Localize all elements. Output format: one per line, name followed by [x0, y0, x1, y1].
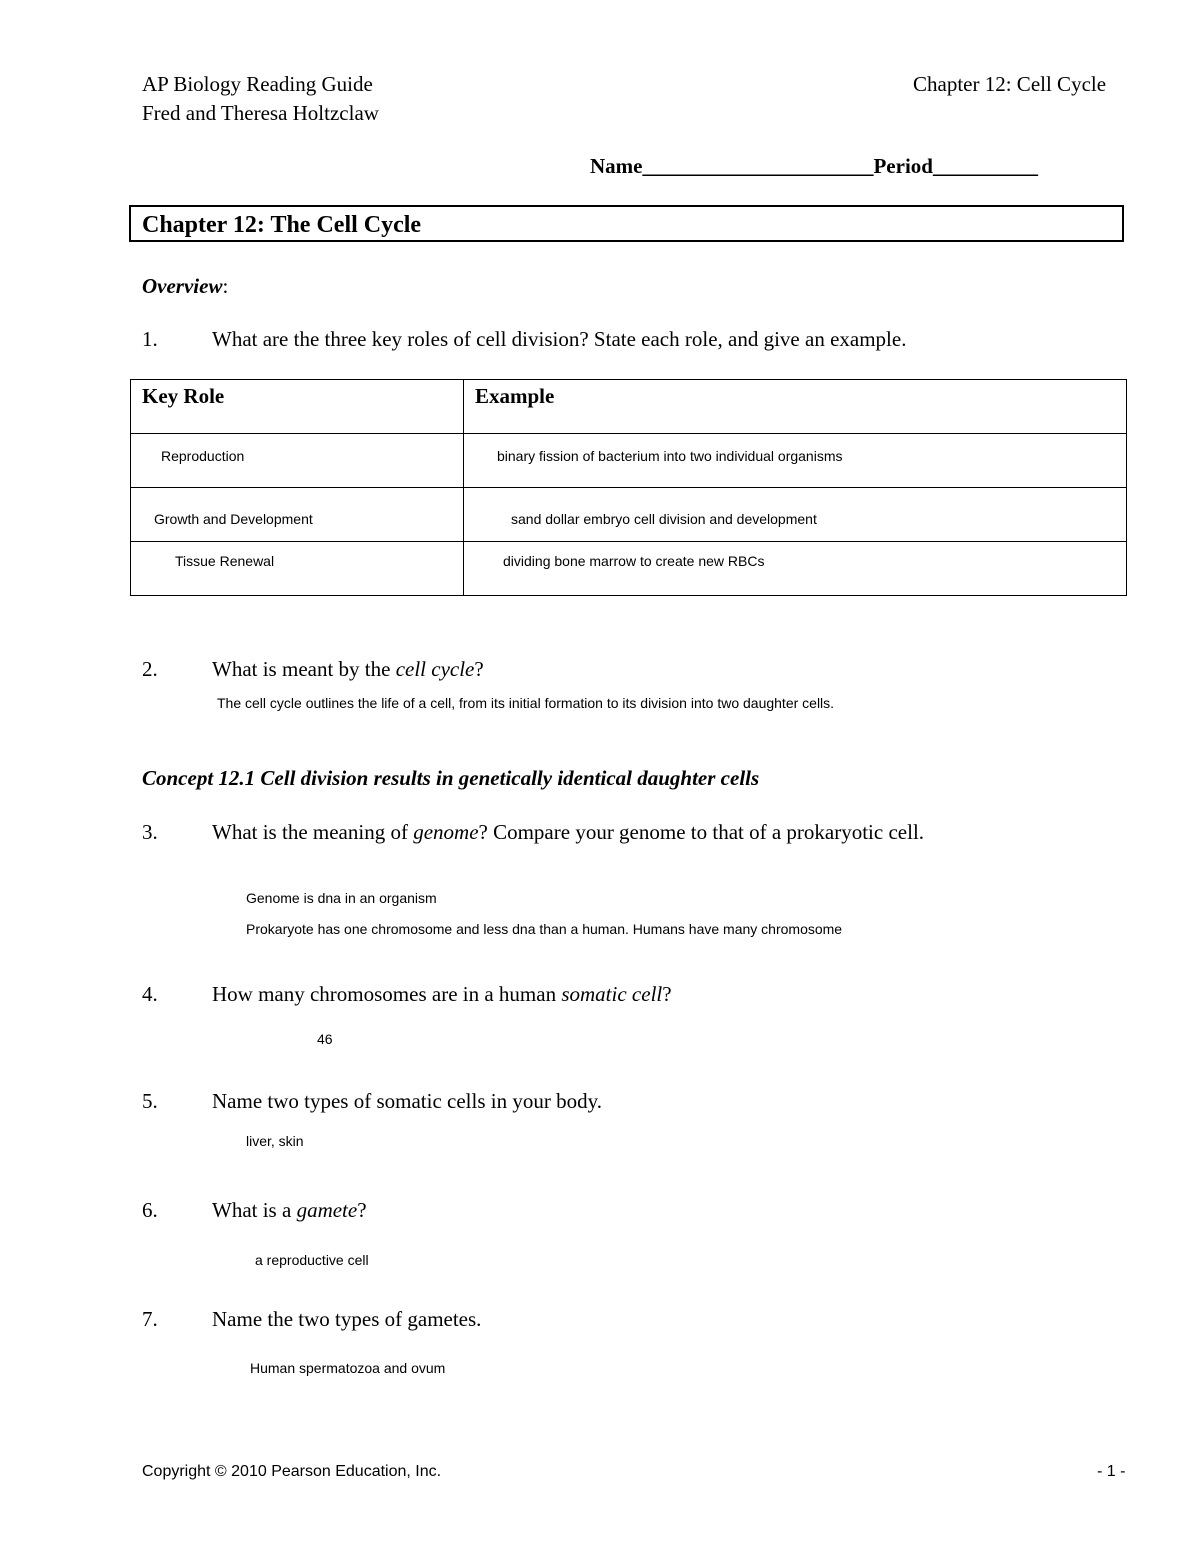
role-cell[interactable]: Growth and Development	[131, 488, 464, 542]
table-row	[131, 542, 1127, 596]
question-2-number: 2.	[142, 657, 158, 681]
example-cell[interactable]: binary fission of bacterium into two individual organisms	[464, 434, 1127, 488]
question-3-number: 3.	[142, 820, 158, 844]
chapter-title: Chapter 12: The Cell Cycle	[142, 212, 422, 238]
question-6-text: What is a gamete?	[212, 1198, 367, 1222]
chapter-ref: Chapter 12: Cell Cycle	[913, 72, 1107, 96]
answer-2[interactable]: The cell cycle outlines the life of a cell, from its initial formation to its division into two daughter cells.	[217, 695, 835, 711]
period-label: Period	[873, 154, 933, 178]
example-cell[interactable]: dividing bone marrow to create new RBCs	[464, 542, 1127, 596]
page-number: - 1 -	[1097, 1463, 1126, 1480]
chapter-title-box	[129, 205, 1124, 242]
table-row	[131, 488, 1127, 542]
question-3-text: What is the meaning of genome? Compare your genome to that of a prokaryotic cell.	[212, 820, 925, 844]
name-blank[interactable]: ______________________	[642, 154, 874, 178]
answer-6[interactable]: a reproductive cell	[255, 1252, 369, 1268]
role-cell[interactable]: Reproduction	[131, 434, 464, 488]
table-header-row	[131, 380, 1127, 434]
authors: Fred and Theresa Holtzclaw	[142, 101, 379, 125]
table-row	[131, 434, 1127, 488]
answer-7[interactable]: Human spermatozoa and ovum	[250, 1360, 446, 1376]
copyright: Copyright © 2010 Pearson Education, Inc.	[142, 1463, 442, 1480]
question-4-number: 4.	[142, 982, 158, 1006]
guide-title: AP Biology Reading Guide	[142, 72, 373, 96]
example-cell[interactable]: sand dollar embryo cell division and development	[464, 488, 1127, 542]
answer-3-line-2[interactable]: Prokaryote has one chromosome and less dna than a human. Humans have many chromosome	[246, 921, 843, 937]
question-5-number: 5.	[142, 1089, 158, 1113]
role-cell[interactable]: Tissue Renewal	[131, 542, 464, 596]
header-cell-key-role: Key Role	[131, 380, 464, 434]
question-6-number: 6.	[142, 1198, 158, 1222]
overview-heading: Overview:	[142, 274, 229, 298]
concept-heading: Concept 12.1 Cell division results in genetically identical daughter cells	[142, 766, 760, 790]
name-label: Name	[590, 154, 643, 178]
question-1-number: 1.	[142, 327, 158, 351]
header-cell-example: Example	[464, 380, 1127, 434]
question-1-text: What are the three key roles of cell division? State each role, and give an example.	[212, 327, 907, 351]
answer-3-line-1[interactable]: Genome is dna in an organism	[246, 890, 437, 906]
question-2-text: What is meant by the cell cycle?	[212, 657, 484, 681]
question-7-text: Name the two types of gametes.	[212, 1307, 482, 1331]
question-7-number: 7.	[142, 1307, 158, 1331]
name-period-line[interactable]	[590, 154, 1038, 179]
answer-4[interactable]: 46	[317, 1031, 333, 1047]
answer-5[interactable]: liver, skin	[246, 1133, 304, 1149]
question-5-text: Name two types of somatic cells in your body.	[212, 1089, 602, 1113]
question-4-text: How many chromosomes are in a human somatic cell?	[212, 982, 672, 1006]
key-roles-table	[130, 379, 1127, 596]
period-blank[interactable]: __________	[932, 154, 1038, 178]
